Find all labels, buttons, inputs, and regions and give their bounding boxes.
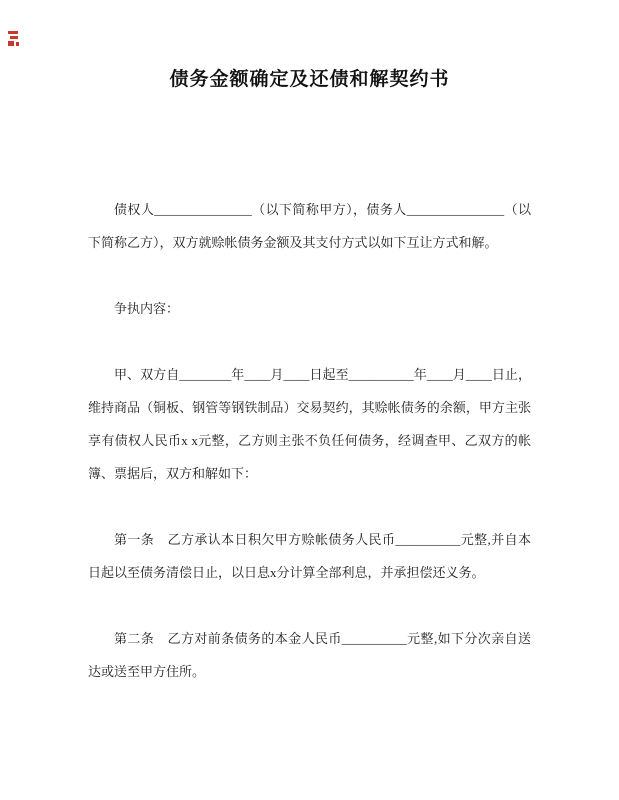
parties-paragraph: 债权人_______________（以下简称甲方），债务人_______________（以下简称乙方），双方就赊帐债务金额及其支付方式以如下互让方式和解。: [88, 202, 531, 250]
dispute-content-line: 争执内容：: [114, 301, 180, 316]
document-title: 债务金额确定及还债和解契约书: [169, 69, 450, 90]
red-seal-mark: [7, 30, 20, 47]
clause-1-paragraph: 第一条 乙方承认本日积欠甲方赊帐债务人民币__________元整,并自本日起以至债务清偿日止，以日息x分计算全部利息，并承担偿还义务。: [88, 532, 531, 580]
document-body: [88, 193, 531, 688]
clause-2-paragraph: 第二条 乙方对前条债务的本金人民币__________元整,如下分次亲自送达或送至甲方住所。: [88, 631, 531, 679]
term-background-paragraph: 甲、双方自________年____月____日起至__________年____月____日止，维持商品（铜板、钢管等钢铁制品）交易契约，其赊帐债务的余额，甲方主张享有债权人民币x x元整，乙方则主张不负任何债务，经调查甲、乙双方的帐簿、票据后，双方和解如下：: [88, 367, 531, 481]
